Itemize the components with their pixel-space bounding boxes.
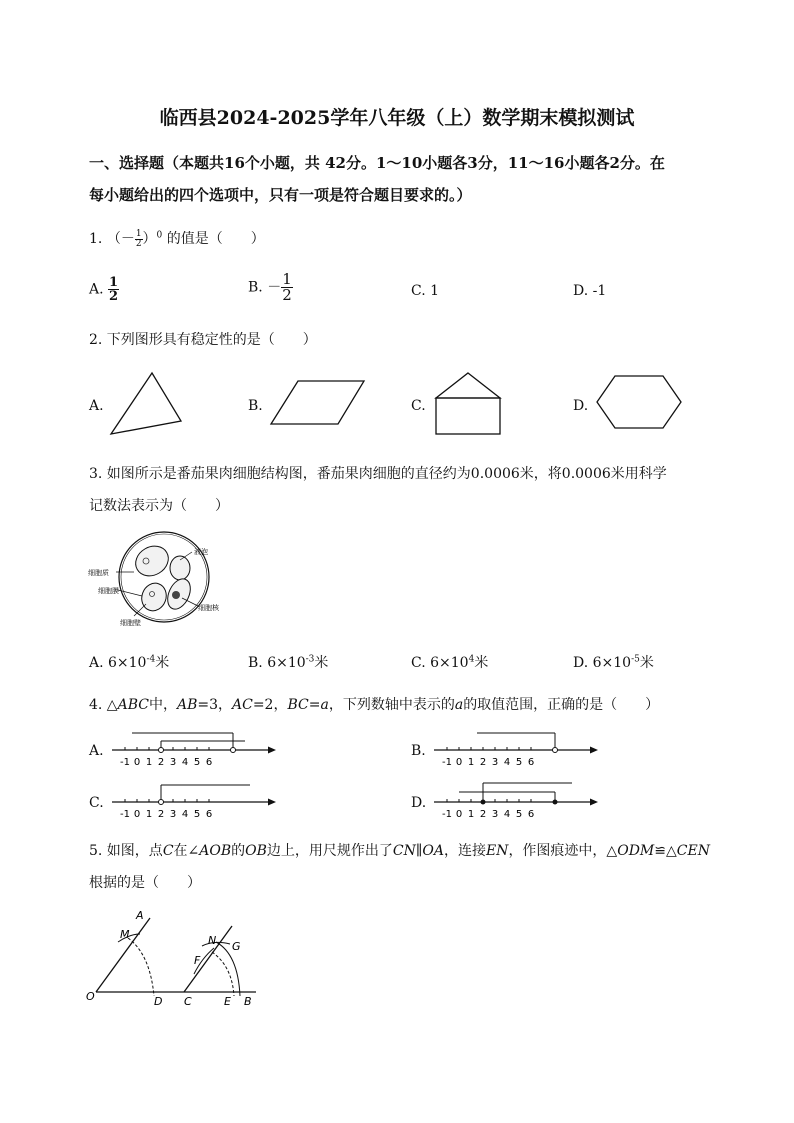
question-2-stem: 2. 下列图形具有稳定性的是（ ） (89, 332, 317, 348)
point-o-label: O (86, 990, 95, 1003)
text: 5. 如图，点 (89, 843, 163, 859)
section-heading: 一、选择题（本题共16个小题，共 42分。1～10小题各3分，11～16小题各2分。在 (89, 154, 665, 172)
construction-figure (84, 908, 274, 1008)
option-label: B. － (248, 279, 282, 296)
label-nucleus: 细胞核 (198, 604, 219, 612)
question-number: 1. (89, 231, 103, 247)
tick-label: 0 (133, 809, 141, 820)
unit: 米 (314, 655, 329, 671)
var: ODM (617, 843, 655, 859)
tick-label: 6 (527, 809, 535, 820)
point-d-label: D (154, 995, 163, 1008)
exponent: -4 (146, 654, 156, 665)
unit: 米 (474, 655, 489, 671)
exponent: 0 (156, 230, 163, 241)
exponent: -5 (631, 654, 640, 665)
text: 4. △ (89, 697, 118, 713)
tick-label: -1 (442, 809, 452, 820)
label-vacuole: 液泡 (194, 548, 208, 556)
tick-label: 3 (169, 809, 177, 820)
triangle-figure (105, 368, 185, 438)
number-line-d (432, 780, 602, 824)
tick-label: -1 (120, 757, 130, 768)
paren: （ (106, 231, 121, 247)
var: AB (176, 697, 198, 713)
number-line-c (110, 780, 280, 824)
tick-label: 6 (205, 809, 213, 820)
exponent: -3 (305, 654, 315, 665)
text: ≌△ (654, 843, 677, 859)
tick-label: 1 (467, 757, 475, 768)
text: ，连接 (443, 843, 486, 859)
tick-label: 1 (467, 809, 475, 820)
point-c-label: C (184, 995, 192, 1008)
tick-label: 3 (491, 809, 499, 820)
var: C (162, 843, 174, 859)
var: AC (232, 697, 253, 713)
tick-label: 3 (491, 757, 499, 768)
fraction (135, 230, 143, 249)
text: =3， (197, 697, 232, 713)
q3-option-b (248, 652, 328, 672)
numerator: 1 (282, 270, 292, 288)
minus: － (120, 231, 135, 247)
hexagon-figure (593, 372, 685, 432)
question-3-stem-cont: 记数法表示为（ ） (89, 498, 229, 514)
number-line-a (110, 728, 280, 772)
tick-label: 6 (527, 757, 535, 768)
point-e-label: E (224, 995, 231, 1008)
var: OA (422, 843, 444, 859)
numerator: 1 (109, 275, 119, 290)
page-title: 临西县2024-2025学年八年级（上）数学期末模拟测试 (159, 107, 635, 129)
var: ABC (117, 697, 149, 713)
tick-label: -1 (442, 757, 452, 768)
text: ，作图痕迹中，△ (508, 843, 618, 859)
q4-label-b: B. (411, 743, 426, 759)
var: CN (392, 843, 416, 859)
q4-label-d: D. (411, 795, 427, 811)
tick-label: -1 (120, 809, 130, 820)
paren: ） (142, 231, 157, 247)
point-m-label: M (120, 928, 130, 941)
text: = (308, 697, 321, 713)
text: 中， (148, 697, 177, 713)
question-3-stem: 3. 如图所示是番茄果肉细胞结构图，番茄果肉细胞的直径约为0.0006米，将0.0006米用科学 (89, 466, 667, 482)
q3-option-a (89, 652, 169, 672)
var: AOB (199, 843, 232, 859)
option-label: A. (89, 281, 104, 298)
question-5-stem-cont: 根据的是（ ） (89, 875, 201, 891)
cell-diagram (86, 530, 226, 630)
section-heading-cont: 每小题给出的四个选项中，只有一项是符合题目要求的。） (89, 186, 472, 204)
tick-label: 0 (133, 757, 141, 768)
q1-option-b (248, 272, 293, 303)
var: OB (245, 843, 267, 859)
tick-label: 2 (479, 809, 487, 820)
tick-label: 4 (503, 757, 511, 768)
tick-label: 2 (479, 757, 487, 768)
option-text: C. 6×10 (411, 655, 469, 671)
question-1-stem (89, 228, 265, 249)
q2-label-d: D. (573, 398, 589, 414)
var: CEN (676, 843, 710, 859)
var: BC (287, 697, 309, 713)
tick-label: 0 (455, 757, 463, 768)
option-text: B. 6×10 (248, 655, 306, 671)
tick-label: 5 (515, 757, 523, 768)
unit: 米 (639, 655, 654, 671)
point-a-label: A (136, 909, 144, 922)
var: a (454, 697, 464, 713)
tick-label: 0 (455, 809, 463, 820)
tick-label: 4 (181, 809, 189, 820)
denominator: 2 (109, 289, 119, 304)
tick-label: 4 (181, 757, 189, 768)
tick-label: 1 (145, 757, 153, 768)
tick-label: 5 (193, 757, 201, 768)
q1-option-c: C. 1 (411, 283, 440, 299)
point-f-label: F (194, 954, 201, 967)
point-g-label: G (232, 940, 241, 953)
option-text: A. 6×10 (89, 655, 147, 671)
text: ∥ (415, 843, 423, 859)
tick-label: 2 (157, 757, 165, 768)
q2-label-c: C. (411, 398, 426, 414)
house-figure (432, 370, 508, 438)
question-4-stem (89, 694, 659, 714)
label-cytoplasm: 细胞质 (88, 569, 109, 577)
text: 边上，用尺规作出了 (266, 843, 393, 859)
q4-label-c: C. (89, 795, 104, 811)
label-cell-wall: 细胞壁 (120, 619, 141, 627)
option-text: D. 6×10 (573, 655, 632, 671)
point-b-label: B (244, 995, 252, 1008)
label-membrane: 细胞膜 (98, 587, 119, 595)
q4-label-a: A. (89, 743, 104, 759)
point-n-label: N (208, 934, 217, 947)
text: ，下列数轴中表示的 (328, 697, 455, 713)
tick-label: 5 (515, 809, 523, 820)
tick-label: 3 (169, 757, 177, 768)
tick-label: 5 (193, 809, 201, 820)
number-line-b (432, 728, 602, 772)
parallelogram-figure (268, 378, 368, 428)
q2-label-a: A. (89, 398, 104, 414)
tick-label: 1 (145, 809, 153, 820)
tick-label: 4 (503, 809, 511, 820)
denominator: 2 (135, 238, 142, 249)
text: 的取值范围，正确的是（ ） (463, 697, 660, 713)
text: 在∠ (173, 843, 200, 859)
tick-label: 6 (205, 757, 213, 768)
text: =2， (252, 697, 288, 713)
question-5-stem (89, 840, 710, 860)
var: EN (485, 843, 509, 859)
exponent: 4 (468, 654, 475, 665)
q1-option-d: D. -1 (573, 283, 607, 299)
q1-option-a (89, 276, 119, 303)
text: 的 (231, 843, 246, 859)
q3-option-d (573, 652, 654, 672)
q3-option-c (411, 652, 488, 672)
fraction (281, 272, 293, 303)
denominator: 2 (282, 286, 292, 304)
var: a (320, 697, 329, 713)
fraction (108, 276, 119, 303)
stem-text: 的值是（ ） (162, 231, 265, 247)
tick-label: 2 (157, 809, 165, 820)
unit: 米 (155, 655, 170, 671)
numerator: 1 (135, 228, 142, 239)
q2-label-b: B. (248, 398, 263, 414)
